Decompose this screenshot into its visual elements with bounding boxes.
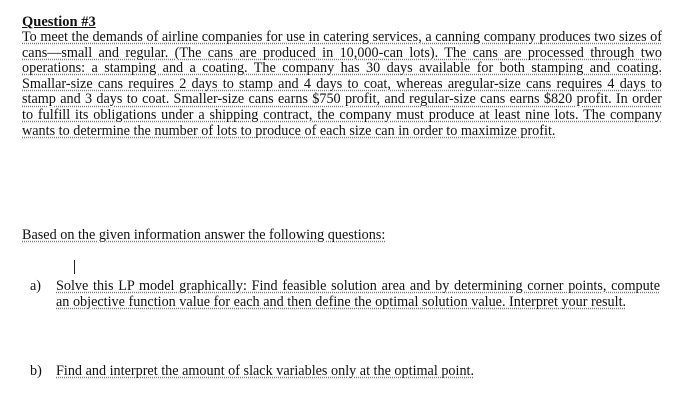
question-b-label: b): [30, 363, 42, 379]
question-a: [30, 278, 660, 310]
instructions-line: Based on the given information answer the following questions:: [22, 227, 386, 243]
question-b: [30, 363, 660, 379]
question-a-label: a): [30, 278, 42, 294]
question-a-text: Solve this LP model graphically: Find feasible solution area and by determining corner points, compute an objective function value for each and then define the optimal solution value. Interpret your result.: [56, 278, 660, 310]
problem-statement: To meet the demands of airline companies for use in catering services, a canning company produces two sizes of cans—small and regular. (The cans are produced in 10,000-can lots). The cans are processed through two operations: a stamping and a coating. The company has 30 days available for both stamping and coating. Smallar-size cans requires 2 days to stamp and 4 days to coat, whereas aregular-size cans requires 4 days to stamp and 3 days to coat. Smaller-size cans earns $750 profit, and regular-size cans earns $820 profit. In order to fulfill its obligations under a shipping contract, the company must produce at least nine lots. The company wants to determine the number of lots to produce of each size can in order to maximize profit.: [22, 29, 662, 139]
question-title: Question #3: [22, 14, 96, 30]
text-cursor: [74, 260, 75, 274]
question-b-text: Find and interpret the amount of slack variables only at the optimal point.: [56, 363, 475, 379]
document-page: [22, 14, 662, 379]
